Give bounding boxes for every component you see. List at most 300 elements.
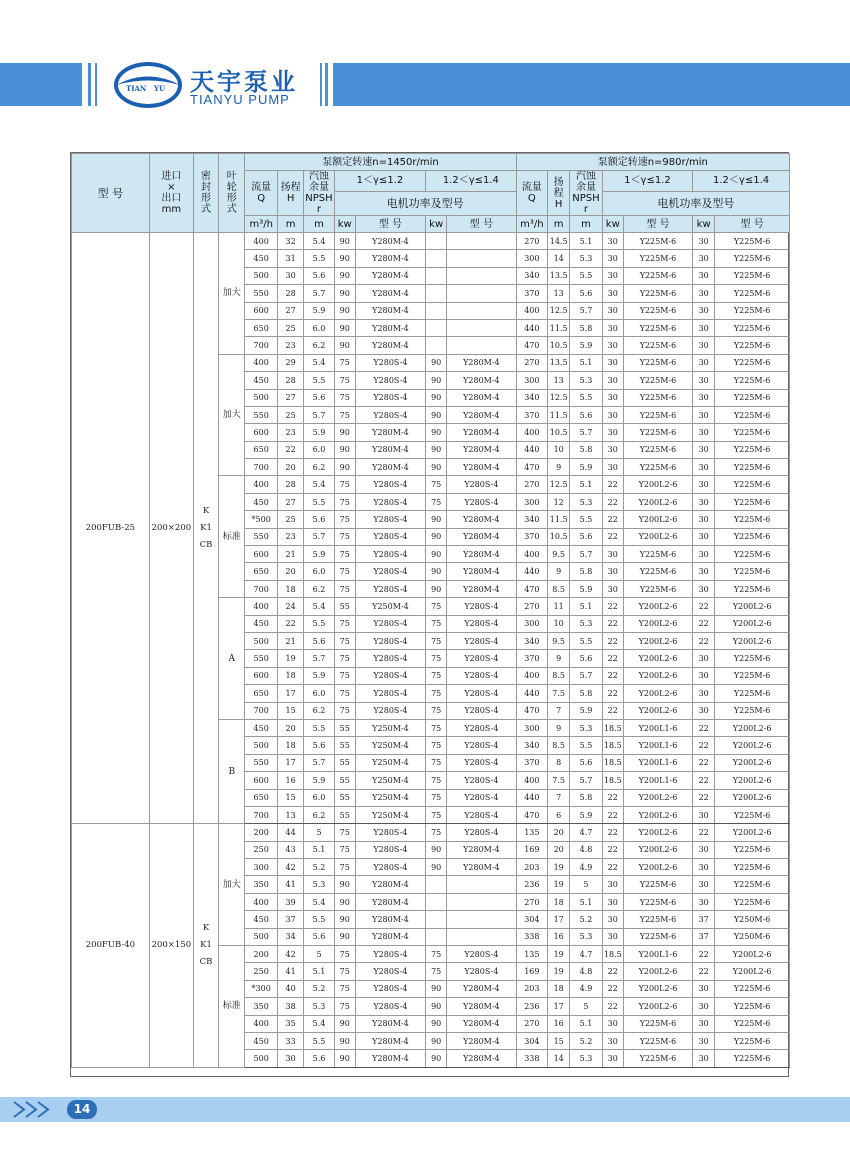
table-cell: 6.2 — [304, 806, 334, 823]
header-gamma-high: 1.2＜γ≤1.4 — [693, 171, 790, 192]
table-cell: Y225M-6 — [623, 233, 692, 250]
chevron-right-icon — [12, 1100, 62, 1119]
table-cell: Y250M-4 — [355, 598, 425, 615]
table-cell: Y225M-6 — [715, 476, 790, 493]
table-cell: 90 — [334, 441, 355, 458]
table-cell: 13 — [548, 285, 570, 302]
table-cell: 24 — [277, 598, 303, 615]
table-cell: 30 — [693, 372, 715, 389]
table-cell: Y200L1-6 — [623, 772, 692, 789]
table-cell: 370 — [516, 650, 548, 667]
table-cell: Y280S-4 — [355, 546, 425, 563]
table-cell: 90 — [334, 424, 355, 441]
table-cell: Y200L2-6 — [623, 598, 692, 615]
table-cell: 22 — [693, 632, 715, 649]
table-cell: 5.1 — [304, 841, 334, 858]
table-cell — [426, 928, 447, 945]
header-head: 扬程 H — [277, 171, 303, 216]
table-cell: 600 — [245, 546, 278, 563]
table-cell: Y225M-6 — [623, 911, 692, 928]
table-cell: Y225M-6 — [715, 372, 790, 389]
table-cell: 90 — [426, 511, 447, 528]
header-right-bar — [333, 63, 850, 106]
table-cell: 4.9 — [570, 980, 603, 997]
table-cell: 90 — [334, 928, 355, 945]
table-cell — [447, 337, 516, 354]
table-cell: Y280S-4 — [355, 493, 425, 510]
table-cell: 28 — [277, 285, 303, 302]
table-cell: 5.1 — [570, 476, 603, 493]
table-cell: 75 — [334, 859, 355, 876]
table-cell: 600 — [245, 667, 278, 684]
table-cell: 304 — [516, 911, 548, 928]
table-cell: 10.5 — [548, 528, 570, 545]
table-cell: Y280M-4 — [355, 250, 425, 267]
table-cell: 17 — [548, 998, 570, 1015]
table-cell: 30 — [693, 267, 715, 284]
table-cell: Y225M-6 — [623, 459, 692, 476]
table-cell: 30 — [602, 563, 623, 580]
table-cell: 400 — [516, 302, 548, 319]
header-stripe — [320, 63, 322, 106]
table-cell: 90 — [334, 911, 355, 928]
table-cell: Y200L2-6 — [715, 632, 790, 649]
table-cell: Y225M-6 — [715, 563, 790, 580]
table-cell: 6.2 — [304, 580, 334, 597]
table-cell: 30 — [693, 1032, 715, 1049]
impeller-type-cell: 加大 — [219, 233, 245, 355]
table-cell: 650 — [245, 319, 278, 336]
table-cell: 400 — [245, 598, 278, 615]
table-cell: 90 — [426, 580, 447, 597]
table-cell: 19 — [548, 963, 570, 980]
table-cell: 17 — [277, 685, 303, 702]
table-cell: 75 — [334, 980, 355, 997]
table-cell: 22 — [693, 737, 715, 754]
table-cell: 75 — [334, 946, 355, 963]
table-cell: Y280M-4 — [447, 1015, 516, 1032]
brand-name-en: TIANYU PUMP — [190, 92, 290, 107]
table-row — [72, 824, 790, 841]
table-cell: 236 — [516, 998, 548, 1015]
table-cell: *300 — [245, 980, 278, 997]
table-cell: 11.5 — [548, 319, 570, 336]
table-cell: Y200L2-6 — [623, 493, 692, 510]
table-cell: 470 — [516, 702, 548, 719]
table-cell: 30 — [693, 667, 715, 684]
table-cell: 5.8 — [570, 685, 603, 702]
table-cell: 30 — [602, 250, 623, 267]
table-cell: 29 — [277, 354, 303, 371]
impeller-type-cell: B — [219, 719, 245, 823]
table-cell: 30 — [602, 1015, 623, 1032]
table-cell: Y225M-6 — [715, 406, 790, 423]
table-cell: 5.3 — [304, 998, 334, 1015]
table-cell: 400 — [245, 476, 278, 493]
table-cell: 5.9 — [570, 806, 603, 823]
table-cell: 6.0 — [304, 319, 334, 336]
table-cell: Y200L2-6 — [623, 702, 692, 719]
table-cell: 5.6 — [570, 285, 603, 302]
table-cell: 75 — [334, 963, 355, 980]
table-cell: 300 — [516, 615, 548, 632]
table-cell: 30 — [602, 389, 623, 406]
table-cell: Y280S-4 — [355, 667, 425, 684]
table-cell: 75 — [334, 476, 355, 493]
table-cell: 90 — [334, 1032, 355, 1049]
table-cell: 30 — [693, 893, 715, 910]
table-cell — [447, 876, 516, 893]
table-cell: 400 — [516, 546, 548, 563]
table-cell: 6.0 — [304, 563, 334, 580]
table-cell: Y280M-4 — [447, 1050, 516, 1067]
table-cell: 18.5 — [602, 772, 623, 789]
table-cell: Y280S-4 — [447, 685, 516, 702]
table-cell: 5.6 — [304, 511, 334, 528]
table-cell: 5.5 — [570, 511, 603, 528]
table-cell: Y280M-4 — [355, 285, 425, 302]
table-cell: 30 — [693, 476, 715, 493]
table-cell: Y280M-4 — [447, 546, 516, 563]
table-cell: 5.7 — [570, 772, 603, 789]
table-cell: Y200L1-6 — [623, 946, 692, 963]
table-cell: Y225M-6 — [715, 250, 790, 267]
table-cell: Y280M-4 — [355, 337, 425, 354]
table-cell: Y280S-4 — [355, 354, 425, 371]
table-cell: Y280S-4 — [355, 476, 425, 493]
table-cell: Y200L2-6 — [623, 789, 692, 806]
table-cell: Y280M-4 — [355, 1015, 425, 1032]
table-cell: 5.2 — [304, 980, 334, 997]
table-cell: 22 — [602, 859, 623, 876]
header-flow: 流量 Q — [516, 171, 548, 216]
table-cell: Y280M-4 — [355, 424, 425, 441]
table-cell: 16 — [548, 1015, 570, 1032]
table-cell: 10 — [548, 441, 570, 458]
table-cell: 55 — [334, 598, 355, 615]
table-cell: 8 — [548, 754, 570, 771]
table-cell: Y280M-4 — [447, 859, 516, 876]
table-cell — [447, 250, 516, 267]
table-cell: 75 — [334, 580, 355, 597]
table-cell: 38 — [277, 998, 303, 1015]
table-cell: 5.6 — [570, 754, 603, 771]
header-npsh: 汽蚀 余量 NPSHr — [305, 171, 333, 215]
table-cell: 75 — [426, 946, 447, 963]
table-cell: 400 — [245, 1015, 278, 1032]
table-cell: 440 — [516, 789, 548, 806]
table-cell: 5.8 — [570, 319, 603, 336]
table-cell: 75 — [426, 702, 447, 719]
table-cell: 23 — [277, 528, 303, 545]
table-cell: 203 — [516, 859, 548, 876]
table-cell: Y225M-6 — [715, 285, 790, 302]
table-cell: 5.3 — [570, 615, 603, 632]
table-cell: 440 — [516, 685, 548, 702]
pump-spec-table — [71, 153, 790, 1068]
table-cell: 75 — [334, 354, 355, 371]
table-cell: Y225M-6 — [623, 406, 692, 423]
table-cell: 27 — [277, 389, 303, 406]
table-cell: 90 — [426, 841, 447, 858]
table-cell: 22 — [602, 528, 623, 545]
table-cell: 75 — [426, 719, 447, 736]
table-cell: 4.9 — [570, 859, 603, 876]
table-cell: 270 — [516, 233, 548, 250]
table-cell: 90 — [426, 372, 447, 389]
table-cell: 25 — [277, 511, 303, 528]
table-cell: 30 — [693, 285, 715, 302]
table-cell: 30 — [693, 563, 715, 580]
table-cell: 5.2 — [304, 859, 334, 876]
table-cell: Y280S-4 — [355, 841, 425, 858]
table-cell: 30 — [602, 302, 623, 319]
table-cell: 90 — [426, 441, 447, 458]
table-cell: 4.7 — [570, 824, 603, 841]
table-cell: 270 — [516, 354, 548, 371]
table-cell: 90 — [334, 876, 355, 893]
table-cell: 440 — [516, 319, 548, 336]
table-cell — [426, 285, 447, 302]
table-cell: Y200L2-6 — [715, 963, 790, 980]
table-cell: 90 — [426, 424, 447, 441]
table-cell: 30 — [693, 998, 715, 1015]
table-cell: 5.8 — [570, 441, 603, 458]
table-cell: 30 — [693, 319, 715, 336]
table-cell: Y280M-4 — [355, 459, 425, 476]
table-cell: 5.9 — [304, 546, 334, 563]
table-cell: 75 — [334, 702, 355, 719]
table-cell: 30 — [602, 406, 623, 423]
table-cell: 9 — [548, 650, 570, 667]
table-cell: 22 — [602, 632, 623, 649]
table-cell: 30 — [693, 406, 715, 423]
table-cell: 90 — [426, 389, 447, 406]
table-cell: 5 — [570, 876, 603, 893]
table-cell: 75 — [426, 754, 447, 771]
table-cell: 500 — [245, 267, 278, 284]
table-cell: 22 — [602, 493, 623, 510]
table-cell: 90 — [334, 337, 355, 354]
header-stripe — [88, 63, 91, 106]
table-cell: 5.6 — [570, 650, 603, 667]
table-cell: 18 — [277, 737, 303, 754]
logo-right-text: YU — [154, 84, 166, 93]
table-cell: 55 — [334, 737, 355, 754]
table-cell: 41 — [277, 963, 303, 980]
table-cell: 5.9 — [304, 302, 334, 319]
table-cell: Y225M-6 — [715, 998, 790, 1015]
table-cell: Y225M-6 — [623, 250, 692, 267]
table-cell: Y225M-6 — [715, 876, 790, 893]
table-cell: 600 — [245, 772, 278, 789]
header-npsh: 汽蚀 余量 NPSHr — [570, 171, 603, 216]
table-cell: Y280M-4 — [447, 998, 516, 1015]
table-cell: Y225M-6 — [715, 319, 790, 336]
table-cell: 5.7 — [570, 424, 603, 441]
table-cell: Y280M-4 — [355, 302, 425, 319]
table-cell: Y280S-4 — [355, 563, 425, 580]
table-cell: 400 — [245, 233, 278, 250]
table-cell: 340 — [516, 737, 548, 754]
table-cell: 5.9 — [570, 580, 603, 597]
table-cell — [426, 250, 447, 267]
table-cell: 236 — [516, 876, 548, 893]
table-cell: 22 — [693, 963, 715, 980]
table-cell: 30 — [693, 302, 715, 319]
table-cell: 30 — [693, 337, 715, 354]
table-cell: 22 — [602, 998, 623, 1015]
table-cell: 5.6 — [570, 528, 603, 545]
table-cell: Y280S-4 — [355, 615, 425, 632]
table-cell: 400 — [245, 354, 278, 371]
impeller-type-cell: 加大 — [219, 354, 245, 476]
table-cell: 75 — [426, 615, 447, 632]
table-cell: Y280S-4 — [447, 806, 516, 823]
table-cell: 90 — [426, 998, 447, 1015]
header-motor: 电机功率及型号 — [334, 191, 516, 215]
table-cell: Y200L1-6 — [623, 754, 692, 771]
table-cell: 30 — [602, 459, 623, 476]
table-cell: Y200L2-6 — [623, 650, 692, 667]
table-cell: Y200L2-6 — [715, 598, 790, 615]
table-cell: 27 — [277, 493, 303, 510]
header-inlet-outlet: 进口 × 出口 mm — [149, 154, 193, 233]
table-cell: 28 — [277, 372, 303, 389]
table-cell: 10.5 — [548, 337, 570, 354]
table-cell — [447, 233, 516, 250]
table-cell: 22 — [693, 946, 715, 963]
table-cell: 5 — [304, 946, 334, 963]
table-cell: 75 — [426, 632, 447, 649]
table-cell: 6.0 — [304, 685, 334, 702]
table-cell: 75 — [334, 372, 355, 389]
table-cell: 75 — [334, 824, 355, 841]
table-cell: 5.1 — [570, 233, 603, 250]
table-cell: 14.5 — [548, 233, 570, 250]
table-cell: 22 — [602, 806, 623, 823]
table-cell: Y200L2-6 — [623, 841, 692, 858]
table-cell: 550 — [245, 650, 278, 667]
table-cell: 5.7 — [304, 285, 334, 302]
table-cell: 90 — [426, 980, 447, 997]
table-cell: 300 — [516, 493, 548, 510]
table-cell: 55 — [334, 772, 355, 789]
table-cell: 30 — [602, 928, 623, 945]
table-cell: 75 — [334, 632, 355, 649]
table-cell: 340 — [516, 267, 548, 284]
table-cell: 700 — [245, 580, 278, 597]
table-cell: 16 — [277, 772, 303, 789]
header-gamma-low: 1＜γ≤1.2 — [334, 171, 425, 192]
table-cell: 5.1 — [570, 354, 603, 371]
table-cell: Y250M-4 — [355, 719, 425, 736]
table-cell: 250 — [245, 963, 278, 980]
table-cell: 30 — [693, 702, 715, 719]
table-cell: 12.5 — [548, 302, 570, 319]
table-cell: 9 — [548, 459, 570, 476]
table-cell: 75 — [426, 789, 447, 806]
table-cell: 169 — [516, 963, 548, 980]
table-cell: Y225M-6 — [623, 424, 692, 441]
table-cell: 22 — [602, 650, 623, 667]
table-cell: 75 — [426, 650, 447, 667]
table-cell: 22 — [602, 685, 623, 702]
table-cell: Y225M-6 — [623, 580, 692, 597]
table-cell: Y280S-4 — [447, 963, 516, 980]
table-cell: 500 — [245, 632, 278, 649]
table-cell: 7 — [548, 702, 570, 719]
table-cell: 500 — [245, 737, 278, 754]
table-cell: 22 — [602, 598, 623, 615]
table-cell: 34 — [277, 928, 303, 945]
table-cell: Y225M-6 — [623, 302, 692, 319]
table-cell: 5.8 — [570, 789, 603, 806]
table-cell — [447, 911, 516, 928]
table-cell: 30 — [693, 389, 715, 406]
table-cell: *500 — [245, 511, 278, 528]
table-cell: 304 — [516, 1032, 548, 1049]
table-cell: 135 — [516, 946, 548, 963]
table-cell: 19 — [548, 859, 570, 876]
table-cell: 13.5 — [548, 267, 570, 284]
table-cell: Y225M-6 — [715, 389, 790, 406]
table-cell: 5.5 — [304, 372, 334, 389]
table-cell: 338 — [516, 928, 548, 945]
table-cell: 75 — [426, 598, 447, 615]
table-cell: Y200L2-6 — [623, 998, 692, 1015]
table-cell: Y225M-6 — [715, 302, 790, 319]
table-cell: Y280S-4 — [447, 650, 516, 667]
table-cell: 30 — [693, 806, 715, 823]
table-cell: Y225M-6 — [715, 511, 790, 528]
table-cell: 5.5 — [570, 267, 603, 284]
table-cell: Y225M-6 — [623, 319, 692, 336]
table-cell: Y280M-4 — [355, 319, 425, 336]
table-cell: Y250M-4 — [355, 754, 425, 771]
table-cell: 270 — [516, 476, 548, 493]
inlet-outlet-cell: 200×200 — [149, 233, 193, 824]
table-cell: 30 — [602, 893, 623, 910]
header-unit-npsh: m — [570, 216, 603, 233]
table-cell: Y280M-4 — [447, 424, 516, 441]
table-cell: 7 — [548, 789, 570, 806]
table-cell: 169 — [516, 841, 548, 858]
table-cell: Y225M-6 — [715, 841, 790, 858]
table-cell: Y200L2-6 — [623, 615, 692, 632]
table-cell: Y200L2-6 — [623, 824, 692, 841]
table-cell: 450 — [245, 372, 278, 389]
table-cell: 12.5 — [548, 389, 570, 406]
table-cell: Y250M-4 — [355, 789, 425, 806]
table-cell: 5.9 — [570, 337, 603, 354]
table-cell: 30 — [693, 650, 715, 667]
table-cell: 90 — [426, 1015, 447, 1032]
table-cell — [447, 893, 516, 910]
table-cell: 5.5 — [304, 1032, 334, 1049]
table-cell: Y200L2-6 — [715, 615, 790, 632]
table-cell: 30 — [602, 546, 623, 563]
table-cell: 5.5 — [304, 615, 334, 632]
table-cell: 30 — [602, 372, 623, 389]
table-cell: 22 — [602, 511, 623, 528]
table-cell: 75 — [334, 998, 355, 1015]
table-cell: Y225M-6 — [623, 893, 692, 910]
table-cell: 5.6 — [304, 632, 334, 649]
table-cell: 12 — [548, 493, 570, 510]
table-cell: 15 — [277, 702, 303, 719]
table-cell: 470 — [516, 806, 548, 823]
